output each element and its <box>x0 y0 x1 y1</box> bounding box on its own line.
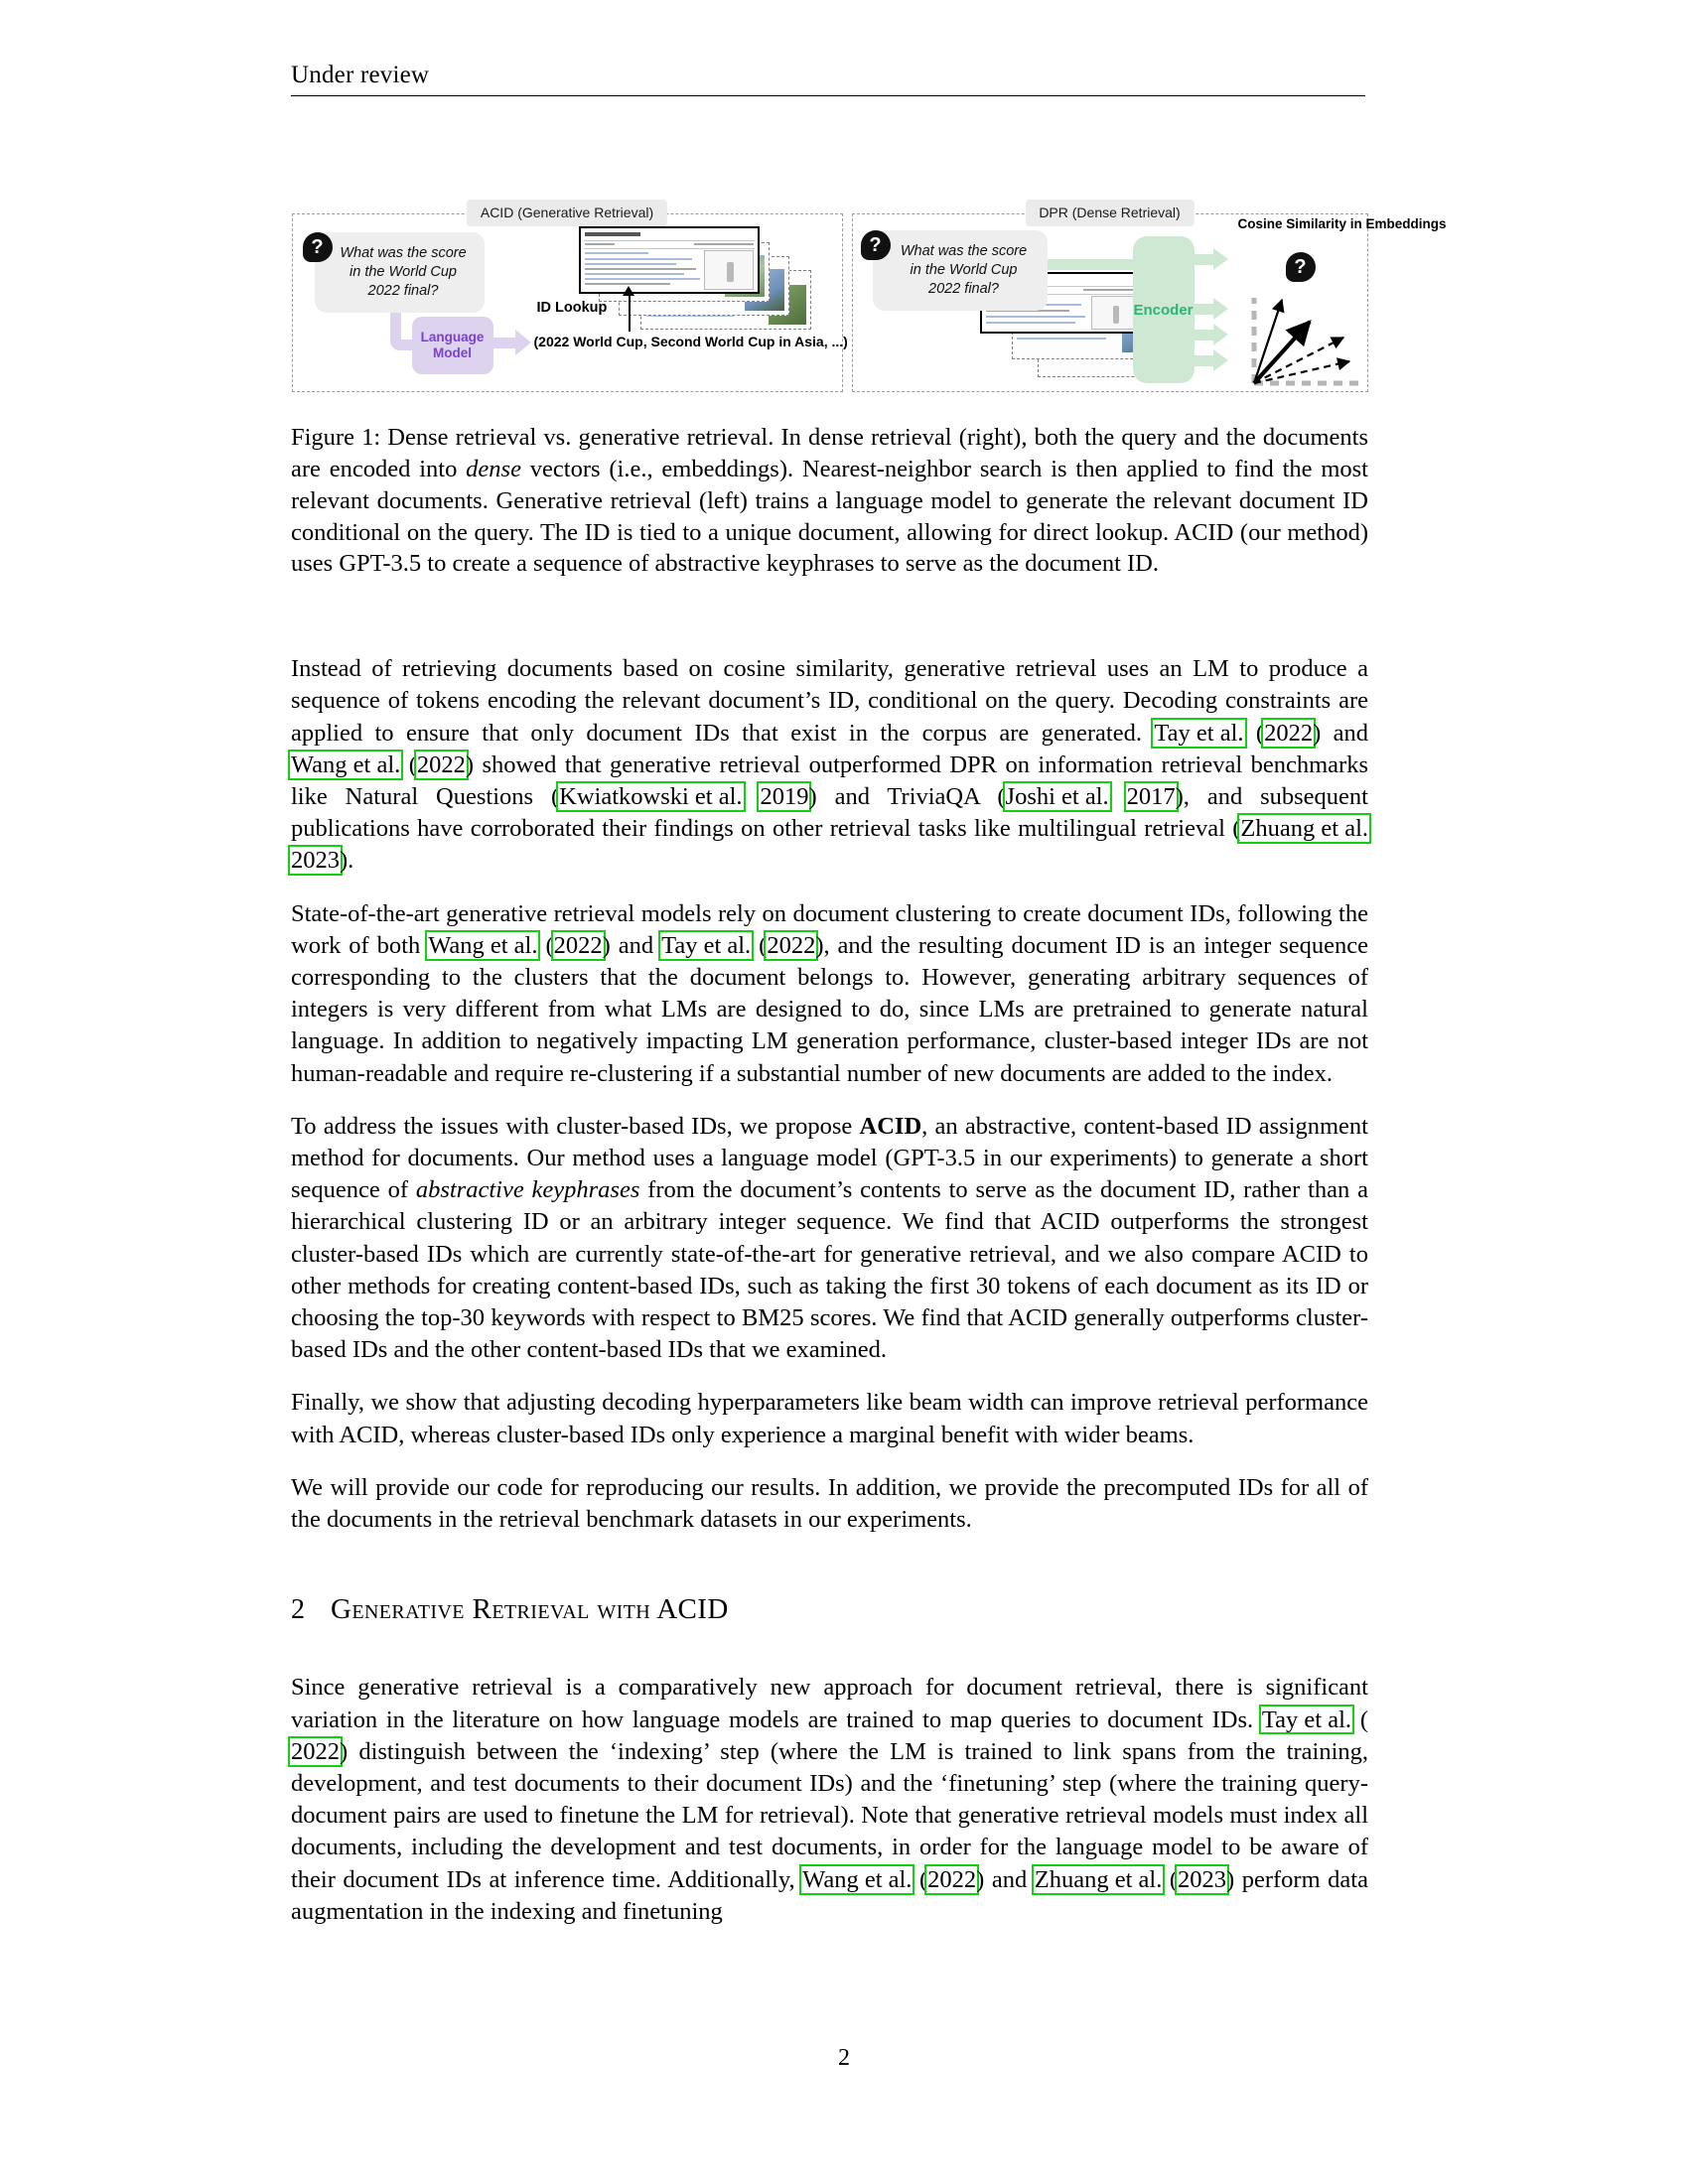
citation-year-2017[interactable]: 2017 <box>1126 783 1176 811</box>
text-run: ( <box>400 751 417 778</box>
section-number: 2 <box>291 1594 305 1626</box>
text-run: ( <box>537 931 554 959</box>
text-run: ) and TriviaQA ( <box>808 783 1006 811</box>
citation-year-2022[interactable]: 2022 <box>553 931 603 959</box>
id-lookup-label: ID Lookup <box>536 300 608 316</box>
content-column <box>291 205 1447 1949</box>
text-run: State-of-the-art generative retrieval models rely on document clustering to create document IDs, following the work of both <box>291 899 1368 959</box>
text-run: We will provide our code for reproducing our results. In addition, we provide the precomputed IDs for all of the documents in the retrieval benchmark datasets in our experiments. <box>291 1473 1368 1534</box>
header-rule <box>291 95 1365 96</box>
encoder-output-bar <box>1195 355 1214 366</box>
citation-year-2022[interactable]: 2022 <box>927 1865 977 1893</box>
citation-year-2022[interactable]: 2022 <box>416 751 466 778</box>
caption-italic-dense: dense <box>466 455 521 482</box>
caption-text-2: vectors (i.e., embeddings). Nearest-neighbor search is then applied to find the most relevant documents. Generative retrieval (left) trains a language model to generate the relevant document ID conditional on the query. The ID is tied to a unique document, allowing for direct lookup. ACID (our method) uses GPT-3.5 to create a sequence of abstractive keyphrases to serve as the document ID. <box>291 455 1368 578</box>
question-mark-icon: ? <box>861 230 891 260</box>
text-run: ( <box>1243 719 1265 747</box>
query-bubble-acid: What was the score in the World Cup 2022 final? <box>315 232 485 313</box>
text-run: ) showed that generative retrieval outperformed DPR on information retrieval benchmarks like Natural Questions ( <box>291 751 1368 811</box>
panel-title-dpr: DPR (Dense Retrieval) <box>1025 200 1194 226</box>
citation-tay-et-al[interactable]: Tay et al. <box>661 931 752 959</box>
text-run: ) and <box>976 1865 1035 1893</box>
cosine-similarity-label: Cosine Similarity in Embeddings <box>1237 216 1447 231</box>
paragraph-1 <box>291 653 1368 877</box>
citation-joshi-et-al[interactable]: Joshi et al. <box>1005 783 1109 811</box>
text-run: ) perform data augmentation in the indexing and finetuning <box>291 1865 1368 1925</box>
text-run: ( <box>751 931 768 959</box>
citation-year-2022[interactable]: 2022 <box>291 1737 340 1765</box>
citation-zhuang-et-al[interactable]: Zhuang et al. <box>1240 815 1368 843</box>
citation-wang-et-al[interactable]: Wang et al. <box>802 1865 913 1893</box>
paragraph-4 <box>291 1387 1368 1450</box>
citation-wang-et-al[interactable]: Wang et al. <box>428 931 538 959</box>
model-to-id-bar <box>493 338 517 348</box>
embedding-vector-diagram <box>1240 284 1369 391</box>
text-run: ) and <box>1313 719 1368 747</box>
citation-zhuang-et-al[interactable]: Zhuang et al. <box>1034 1865 1163 1893</box>
text-run <box>1109 783 1127 810</box>
section-heading-2 <box>291 1593 1368 1626</box>
document-stack-acid <box>579 226 817 331</box>
text-run: ( <box>912 1865 928 1893</box>
encoder-output-arrow <box>1213 324 1228 345</box>
text-run: ) distinguish between the ‘indexing’ step (where the LM is trained to link spans from the training, development, and test documents to their document IDs) and the ‘finetuning’ step (where the training query-document pairs are used to finetune the LM for retrieval). Note that generative retrieval models must index all documents, including the development and test documents, in order for the language model to be aware of their document IDs at inference time. Additionally, <box>291 1737 1368 1893</box>
text-run: ). <box>340 847 354 875</box>
text-run: from the document’s contents to serve as the document ID, rather than a hierarchical clustering ID or an arbitrary integer sequence. We find that ACID outperforms the strongest cluster-based IDs which are currently state-of-the-art for generative retrieval, and we also compare ACID to other methods for creating content-based IDs, such as taking the first 30 tokens of each document as its ID or choosing the top-30 keywords with respect to BM25 scores. We find that ACID generally outperforms cluster-based IDs and the other content-based IDs that we examined. <box>291 1176 1368 1364</box>
encoder-output-arrow <box>1213 248 1228 270</box>
page-header <box>291 62 1365 96</box>
citation-year-2022[interactable]: 2022 <box>1264 719 1314 747</box>
page-number: 2 <box>838 2045 850 2071</box>
text-run: ( <box>1162 1865 1179 1893</box>
figure-panels <box>291 205 1447 392</box>
paragraph-3 <box>291 1111 1368 1367</box>
text-run: , an abstractive, content-based ID assignment method for documents. Our method uses a language model (GPT-3.5 in our experiments) to generate a short sequence of <box>291 1112 1368 1204</box>
paragraph-2 <box>291 898 1368 1090</box>
encoder-output-arrow <box>1213 349 1228 371</box>
language-model-box: Language Model <box>412 317 493 374</box>
text-run: ( <box>1351 1706 1368 1733</box>
paragraph-5 <box>291 1472 1368 1536</box>
body-text <box>291 653 1368 1928</box>
document-thumbnail-front <box>579 226 760 294</box>
id-lookup-arrow <box>629 295 631 332</box>
model-to-id-arrow <box>515 330 531 355</box>
question-mark-icon: ? <box>303 232 333 262</box>
citation-wang-et-al[interactable]: Wang et al. <box>291 751 401 778</box>
panel-title-acid: ACID (Generative Retrieval) <box>467 200 667 226</box>
query-vector-marker-icon: ? <box>1286 252 1316 282</box>
text-run: Finally, we show that adjusting decoding hyperparameters like beam width can improve retrieval performance with ACID, whereas cluster-based IDs only experience a marginal benefit with wider beams. <box>291 1389 1368 1448</box>
encoder-box: Encoder <box>1133 236 1195 383</box>
text-run: Instead of retrieving documents based on cosine similarity, generative retrieval uses an LM to produce a sequence of tokens encoding the relevant document’s ID, conditional on the query. Decoding constraints are applied to ensure that only document IDs that exist in the corpus are generated. <box>291 655 1368 747</box>
text-run: Since generative retrieval is a comparatively new approach for document retrieval, there is significant variation in the literature on how language models are trained to map queries to document IDs. <box>291 1674 1368 1733</box>
text-run: To address the issues with cluster-based IDs, we propose <box>291 1112 860 1140</box>
figure-caption <box>291 422 1368 580</box>
citation-year-2022[interactable]: 2022 <box>767 931 816 959</box>
citation-tay-et-al[interactable]: Tay et al. <box>1261 1706 1352 1733</box>
encoder-output-arrow <box>1213 298 1228 320</box>
text-run: ), and subsequent publications have corroborated their findings on other retrieval tasks like multilingual retrieval ( <box>291 783 1368 843</box>
query-bubble-dpr: What was the score in the World Cup 2022 final? <box>873 230 1048 311</box>
text-run <box>743 783 761 810</box>
citation-kwiatkowski-et-al[interactable]: Kwiatkowski et al. <box>559 783 743 811</box>
citation-year-2023[interactable]: 2023 <box>1178 1865 1227 1893</box>
encoder-output-bar <box>1195 330 1214 341</box>
acid-bold: ACID <box>859 1112 922 1140</box>
generated-document-id: (2022 World Cup, Second World Cup in Asia, ...) <box>533 334 848 349</box>
text-run: ) and <box>602 931 662 959</box>
caption-label: Figure 1: <box>291 424 381 451</box>
encoder-output-bar <box>1195 254 1214 265</box>
caption-text-1: Dense retrieval vs. generative retrieval. In dense retrieval (right), both the query and the documents are encoded into <box>291 424 1368 482</box>
figure-panel-dpr <box>852 205 1447 392</box>
text-run: ), and the resulting document ID is an integer sequence corresponding to the clusters that the document belongs to. However, generating arbitrary sequences of integers is very different from what LMs are designed to do, since LMs are pretrained to generate natural language. In addition to negatively impacting LM generation performance, cluster-based integer IDs are not human-readable and require re-clustering if a substantial number of new documents are added to the index. <box>291 931 1368 1087</box>
encoder-output-bar <box>1195 304 1214 315</box>
figure-panel-acid <box>292 205 848 392</box>
running-head: Under review <box>291 62 430 88</box>
citation-tay-et-al[interactable]: Tay et al. <box>1154 719 1244 747</box>
figure-1 <box>291 205 1447 580</box>
abstractive-keyphrases-italic: abstractive keyphrases <box>415 1176 640 1204</box>
citation-year-2019[interactable]: 2019 <box>760 783 809 811</box>
section-title: Generative Retrieval with ACID <box>331 1593 729 1626</box>
paragraph-6 <box>291 1672 1368 1928</box>
citation-year-2023[interactable]: 2023 <box>291 847 340 875</box>
